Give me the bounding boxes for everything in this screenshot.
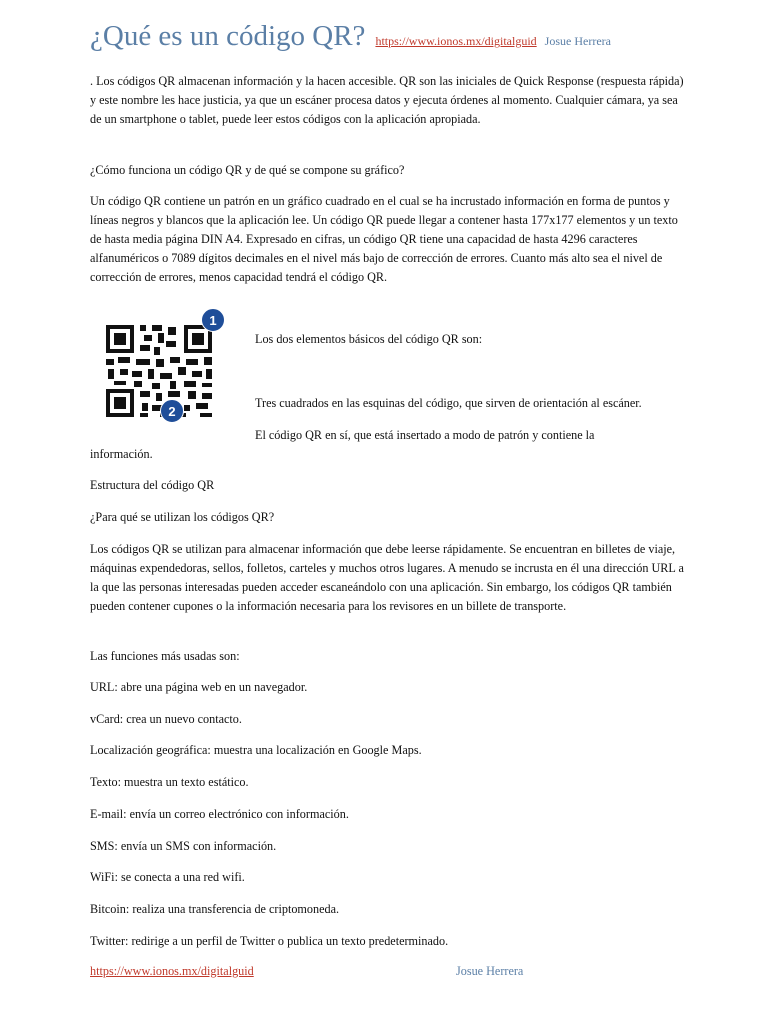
header <box>90 20 710 53</box>
question-how: ¿Cómo funciona un código QR y de qué se compone su gráfico? <box>90 163 405 177</box>
list-item: Localización geográfica: muestra una localización en Google Maps. <box>90 743 422 757</box>
how-paragraph: Un código QR contiene un patrón en un gráfico cuadrado en el cual se ha incrustado información en forma de puntos y líneas negros y blancos que la aplicación lee. Un código QR puede llegar a contener hasta 177x177 elementos y un texto de hasta media página DIN A4. Expresado en cifras, un código QR tiene una capacidad de hasta 4296 caracteres alfanuméricos o 7089 dígitos decimales en el nivel más bajo de corrección de errores. Cuanto más alto sea el nivel de corrección de errores, menos capacidad tendrá el código QR. <box>90 194 678 284</box>
intro-paragraph: . Los códigos QR almacenan información y la hacen accesible. QR son las iniciales de Quick Response (respuesta rápida) y este nombre les hace justicia, ya que un escáner procesa datos y ejecuta órdenes al momento. Cualquier cámara, ya sea de un smartphone o tablet, puede leer estos códigos con la aplicación apropiada. <box>90 74 684 126</box>
elements-heading: Los dos elementos básicos del código QR son: <box>255 332 483 346</box>
list-item: Texto: muestra un texto estático. <box>90 775 249 789</box>
list-item: SMS: envía un SMS con información. <box>90 839 277 853</box>
question-uses: ¿Para qué se utilizan los códigos QR? <box>90 510 275 524</box>
list-item: WiFi: se conecta a una red wifi. <box>90 870 245 884</box>
uses-paragraph: Los códigos QR se utilizan para almacenar información que debe leerse rápidamente. Se encuentran en billetes de viaje, máquinas expendedoras, sellos, folletos, carteles y muchos otros lugares. A menudo se incrusta en él una dirección URL a la que las personas interesadas pueden acceder escaneándolo con una aplicación. Sin embargo, los códigos QR también pueden contener cupones o la información necesaria para los revisores en un billete de transporte. <box>90 542 684 613</box>
badge-2: 2 <box>160 399 184 423</box>
header-author: Josue Herrera <box>544 34 611 48</box>
badge-1: 1 <box>201 308 225 332</box>
figure-caption: Estructura del código QR <box>90 478 215 492</box>
list-item: Twitter: redirige a un perfil de Twitter o publica un texto predeterminado. <box>90 934 449 948</box>
page-title: ¿Qué es un código QR? <box>90 20 366 52</box>
list-item: URL: abre una página web en un navegador. <box>90 680 308 694</box>
list-item: vCard: crea un nuevo contacto. <box>90 712 242 726</box>
footer-link[interactable]: https://www.ionos.mx/digitalguid <box>90 964 254 978</box>
qr-code-figure <box>92 305 240 433</box>
list-item: E-mail: envía un correo electrónico con información. <box>90 807 349 821</box>
element-two-continued: información. <box>90 447 153 461</box>
element-two: El código QR en sí, que está insertado a modo de patrón y contiene la <box>255 428 595 442</box>
list-item: Bitcoin: realiza una transferencia de criptomoneda. <box>90 902 340 916</box>
footer-author: Josue Herrera <box>456 964 524 978</box>
list-intro: Las funciones más usadas son: <box>90 649 240 663</box>
element-one: Tres cuadrados en las esquinas del código, que sirven de orientación al escáner. <box>255 396 642 410</box>
header-link[interactable]: https://www.ionos.mx/digitalguid <box>375 34 537 48</box>
